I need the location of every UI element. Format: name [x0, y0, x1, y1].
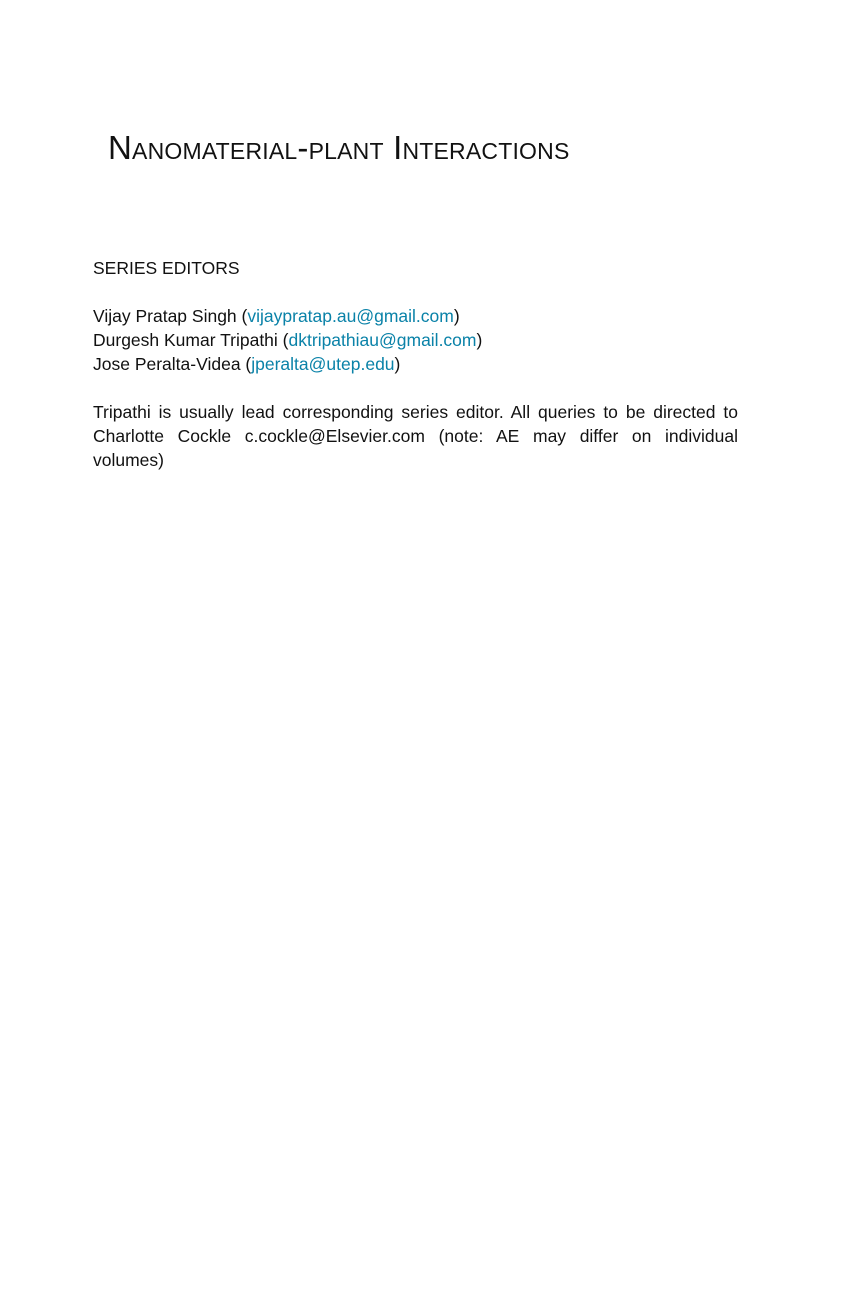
editor-entry: Jose Peralta-Videa (jperalta@utep.edu) [93, 354, 401, 374]
editor-email-link[interactable]: vijaypratap.au@gmail.com [247, 306, 454, 326]
editor-name: Jose Peralta-Videa [93, 354, 241, 374]
editor-name: Durgesh Kumar Tripathi [93, 330, 278, 350]
series-editors-section [93, 256, 738, 472]
editor-note-paragraph: Tripathi is usually lead corresponding series editor. All queries to be directed to Charlotte Cockle c.cockle@Elsevier.com (note: AE may differ on individual volumes) [93, 402, 738, 470]
editor-list [93, 304, 738, 376]
series-title: Nanomaterial-plant Interactions [108, 129, 570, 166]
editor-entry: Vijay Pratap Singh (vijaypratap.au@gmail.com) [93, 306, 460, 326]
editor-email-link[interactable]: dktripathiau@gmail.com [288, 330, 477, 350]
editor-email-link[interactable]: jperalta@utep.edu [251, 354, 395, 374]
editor-entry: Durgesh Kumar Tripathi (dktripathiau@gmail.com) [93, 330, 483, 350]
editor-name: Vijay Pratap Singh [93, 306, 237, 326]
section-heading: SERIES EDITORS [93, 258, 240, 278]
